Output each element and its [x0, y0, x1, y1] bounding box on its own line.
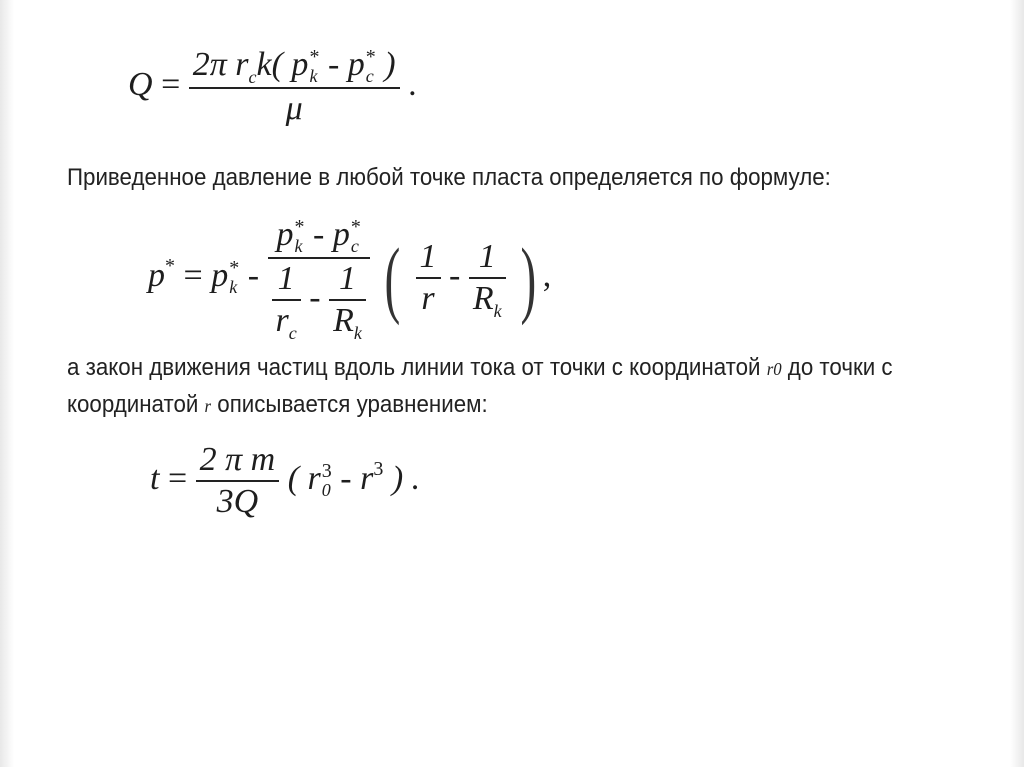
r-den: r [421, 280, 435, 318]
formula-t-numerator: 2 π m [199, 441, 276, 478]
one-num: 1 [419, 238, 437, 276]
r-var: r [275, 302, 289, 340]
k-sub: k [353, 323, 362, 344]
pc-num: p [332, 216, 350, 253]
formula-q-fraction [189, 48, 400, 126]
left-paren-large: ( [384, 230, 401, 327]
star-sup: * [350, 216, 361, 239]
pc-scripts [365, 46, 376, 87]
formula-q-period: . [408, 65, 417, 103]
num-2pi-r: 2π r [192, 46, 249, 83]
paragraph-reduced-pressure: Приведенное давление в любой точке пласта определяется по формуле: [67, 164, 831, 191]
paragraph-motion-law [67, 350, 920, 424]
minus-sign: - [313, 216, 325, 253]
star-sup: * [229, 257, 240, 280]
pk-term: p [211, 256, 229, 294]
flow-rate-formula [128, 48, 417, 126]
one-num: 1 [338, 260, 356, 298]
one-over-Rk [329, 260, 366, 344]
zero-sub: 0 [321, 479, 331, 500]
motion-text-1: а закон движения частиц вдоль линии тока от точки с координатой [67, 354, 761, 381]
formula-q-denominator: μ [285, 90, 303, 128]
inline-var-r0 [767, 359, 782, 379]
formula-t-denominator: 3Q [216, 483, 259, 520]
pk-scripts [309, 46, 320, 87]
k-sub: k [229, 277, 238, 298]
one-num: 1 [277, 260, 295, 298]
c-sub: c [350, 236, 359, 257]
num-k-p: k( p [256, 46, 309, 83]
right-paren-large: ) [520, 230, 537, 327]
open-paren-r: ( r [287, 459, 321, 497]
formula-t-lhs: t [150, 459, 160, 497]
star-sup: * [165, 254, 175, 277]
comma: , [542, 256, 552, 294]
k-sub: k [493, 301, 502, 322]
formula-p-lhs: p [148, 256, 165, 294]
R-var: R [333, 302, 354, 340]
minus-sign: - [247, 256, 260, 294]
one-over-rc [272, 260, 301, 344]
formula-t-equals: = [167, 459, 188, 497]
Rk-den [329, 301, 366, 344]
slide-left-shadow [0, 0, 14, 767]
formula-q-numerator [189, 48, 400, 87]
pk-num-scripts [294, 216, 305, 257]
r0-scripts [321, 459, 332, 500]
minus-r: - r [331, 459, 374, 497]
pressure-diff-numerator [273, 218, 365, 257]
minus-sign: - [309, 279, 321, 317]
inline-var-r: r [204, 396, 212, 416]
cube-sup: 3 [373, 457, 384, 480]
motion-text-3: описывается уравнением: [217, 391, 488, 418]
cube-sup: 3 [321, 459, 332, 482]
star-sup: * [365, 46, 376, 69]
formula-q-equals: = [161, 65, 181, 103]
motion-text-2: до точки с координатой [67, 354, 893, 418]
one-over-r [416, 240, 441, 316]
pc-num-scripts [350, 216, 361, 257]
pk-num: p [276, 216, 294, 253]
minus-sign: - [449, 256, 461, 294]
pressure-ratio-fraction [268, 216, 370, 344]
r0-var: r0 [766, 359, 782, 379]
c-sub: c [288, 323, 297, 344]
slide-right-shadow [1010, 0, 1024, 767]
minus-p: - p [319, 46, 365, 83]
formula-t-fraction [196, 443, 280, 519]
formula-q-lhs: Q [128, 65, 153, 103]
reduced-pressure-formula [148, 216, 552, 344]
close-paren: ) [375, 46, 396, 83]
radius-diff-denominator [268, 259, 370, 344]
travel-time-formula [150, 443, 420, 519]
k-sub: k [294, 236, 303, 257]
Rk-den [469, 279, 506, 322]
sub-c: c [248, 67, 257, 87]
star-sup: * [309, 46, 320, 69]
formula-p-equals: = [183, 256, 203, 294]
one-num: 1 [478, 238, 496, 276]
star-sup: * [294, 216, 305, 239]
R-var: R [472, 280, 494, 318]
k-sub: k [309, 66, 318, 87]
rc-den [272, 301, 301, 344]
one-over-Rk-2 [469, 238, 506, 322]
pk-scripts [229, 257, 240, 298]
close-paren-period: ) . [383, 459, 421, 497]
c-sub: c [365, 66, 374, 87]
